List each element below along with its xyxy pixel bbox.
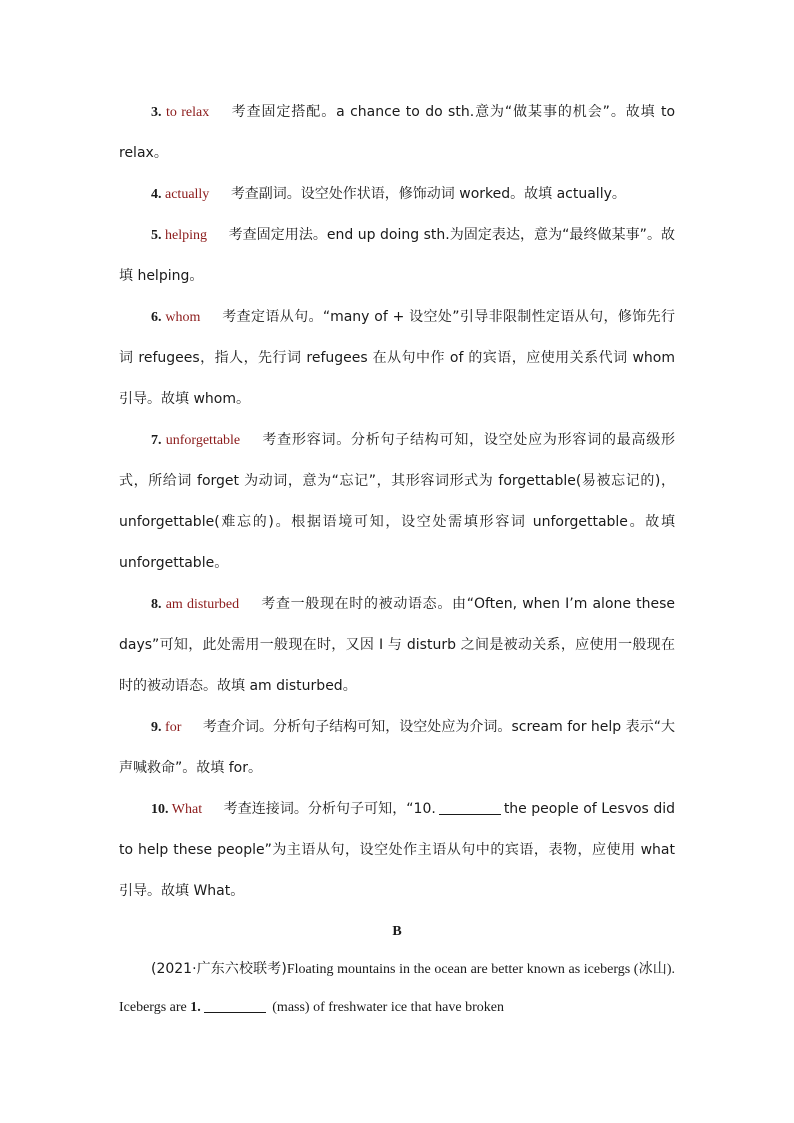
explanation: 考查形容词。分析句子结构可知，设空处应为形容词的最高级形式，所给词 forget 为动词，意为“忘记”，其形容词形式为 forgettable(易被忘记的)，unforgettable(难忘的)。根据语境可知，设空处需填形容词 unforgettable。故填 unforgettable。: [119, 432, 676, 571]
item-number: 4.: [151, 187, 162, 202]
explanation-part2: the people of Lesvos did to help these people”为主语从句，设空处作主语从句中的宾语，表物，应使用 what 引导。故填 What。: [119, 801, 675, 899]
answer: actually: [165, 187, 210, 202]
answer-key-page: [119, 92, 675, 1027]
passage-text-1: Floating mountains in the ocean are better known as icebergs (冰山). Icebergs are: [119, 962, 675, 1015]
fill-blank: [204, 998, 266, 1013]
item-number: 3.: [151, 105, 162, 120]
item-number: 9.: [151, 720, 162, 735]
item-6: [119, 297, 675, 420]
blank-number: 1.: [190, 1000, 201, 1015]
source-label: (2021·广东六校联考): [151, 961, 287, 977]
answer: for: [165, 720, 182, 735]
explanation: 考查介词。分析句子结构可知，设空处应为介词。scream for help 表示“大声喊救命”。故填 for。: [119, 719, 676, 776]
item-number: 5.: [151, 228, 162, 243]
answer: helping: [165, 228, 208, 243]
fill-blank: [439, 800, 501, 815]
item-number: 10.: [151, 802, 169, 817]
passage-b: [119, 950, 675, 1027]
answer: unforgettable: [165, 433, 241, 448]
section-title: B: [392, 924, 402, 939]
item-3: [119, 92, 675, 174]
item-number: 8.: [151, 597, 162, 612]
item-8: [119, 584, 675, 707]
passage-text-2: (mass) of freshwater ice that have broken: [272, 1000, 504, 1015]
explanation: 考查固定搭配。a chance to do sth.意为“做某事的机会”。故填 to relax。: [119, 104, 676, 161]
answer: whom: [165, 310, 201, 325]
explanation: 考查定语从句。“many of + 设空处”引导非限制性定语从句，修饰先行词 refugees，指人，先行词 refugees 在从句中作 of 的宾语，应使用关系代词 whom 引导。故填 whom。: [119, 309, 676, 407]
item-9: [119, 707, 675, 789]
answer: am disturbed: [165, 597, 240, 612]
explanation: 考查固定用法。end up doing sth.为固定表达，意为“最终做某事”。故填 helping。: [119, 227, 675, 284]
answer: What: [171, 802, 203, 817]
item-4: [119, 174, 675, 215]
answer: to relax: [165, 105, 210, 120]
explanation: 考查一般现在时的被动语态。由“Often, when I’m alone these days”可知，此处需用一般现在时，又因 I 与 disturb 之间是被动关系，应使用一般现在时的被动语态。故填 am disturbed。: [119, 596, 676, 694]
explanation-part1: 考查连接词。分析句子可知，“10.: [223, 801, 436, 817]
item-10: [119, 789, 675, 912]
explanation: 考查副词。设空处作状语，修饰动词 worked。故填 actually。: [230, 186, 626, 202]
item-5: [119, 215, 675, 297]
item-7: [119, 420, 675, 584]
item-number: 7.: [151, 433, 162, 448]
item-number: 6.: [151, 310, 162, 325]
